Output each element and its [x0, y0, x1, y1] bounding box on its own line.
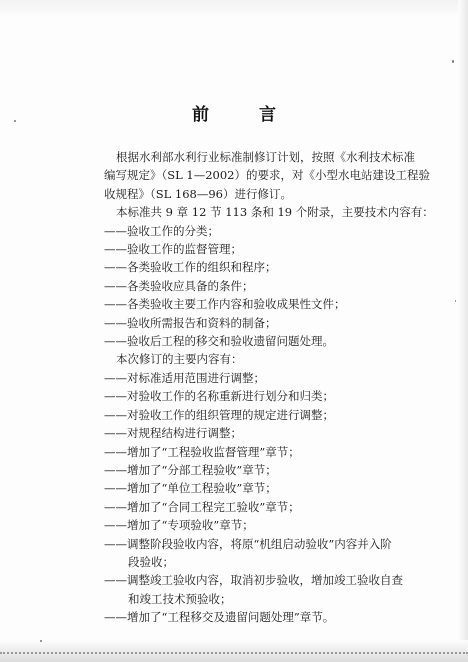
text-line: 本次修订的主要内容有：: [116, 352, 243, 367]
list-item: ——各类验收工作的组织和程序；: [104, 260, 277, 275]
list-item: ——对标准适用范围进行调整；: [104, 370, 265, 385]
text-line: 根据水利部水利行业标准制修订计划，按照《水利技术标准: [116, 150, 415, 164]
list-item: ——调整竣工验收内容，取消初步验收，增加竣工验收自查: [104, 573, 403, 588]
page-title: 前 言: [192, 105, 298, 125]
list-item: ——对验收工作的组织管理的规定进行调整；: [104, 407, 334, 422]
list-item: ——增加了“合同工程完工验收”章节；: [104, 499, 300, 514]
list-item: ——调整阶段验收内容，将原“机组启动验收”内容并入阶: [104, 536, 392, 551]
list-item-continuation: 段验收；: [128, 554, 174, 569]
list-item: ——增加了“分部工程验收”章节；: [104, 462, 277, 477]
list-item: ——各类验收应具备的条件；: [104, 278, 254, 293]
list-item-continuation: 和竣工技术预验收；: [128, 591, 232, 606]
text-line: 本标准共 9 章 12 节 113 条和 19 个附录，主要技术内容有：: [116, 205, 434, 220]
list-item: ——各类验收主要工作内容和验收成果性文件；: [104, 297, 346, 312]
list-item: ——验收所需报告和资料的制备；: [104, 315, 277, 330]
list-item: ——增加了“单位工程验收”章节；: [104, 481, 277, 496]
list-item: ——增加了“工程验收监督管理”章节；: [104, 444, 300, 459]
list-item: ——增加了“专项验收”章节；: [104, 518, 254, 533]
list-item: ——验收后工程的移交和验收遗留问题处理。: [104, 334, 334, 349]
list-item: ——验收工作的分类；: [104, 223, 219, 238]
text-line: 收规程》（SL 168—96）进行修订。: [104, 186, 293, 201]
list-item: ——增加了“工程移交及遗留问题处理”章节。: [104, 610, 335, 625]
scan-speck: [452, 60, 454, 63]
scan-dotted-border: [0, 652, 468, 654]
list-item: ——验收工作的监督管理；: [104, 242, 242, 257]
document-body: [104, 148, 434, 627]
list-item: ——对验收工作的名称重新进行划分和归类；: [104, 389, 334, 404]
text-line: 编写规定》（SL 1—2002）的要求，对《小型水电站建设工程验: [104, 168, 431, 183]
scan-speck: [455, 300, 456, 302]
scan-speck: [40, 640, 42, 642]
scan-edge-top: [0, 0, 468, 18]
list-item: ——对规程结构进行调整；: [104, 426, 242, 441]
scan-edge-bottom: [0, 640, 468, 662]
